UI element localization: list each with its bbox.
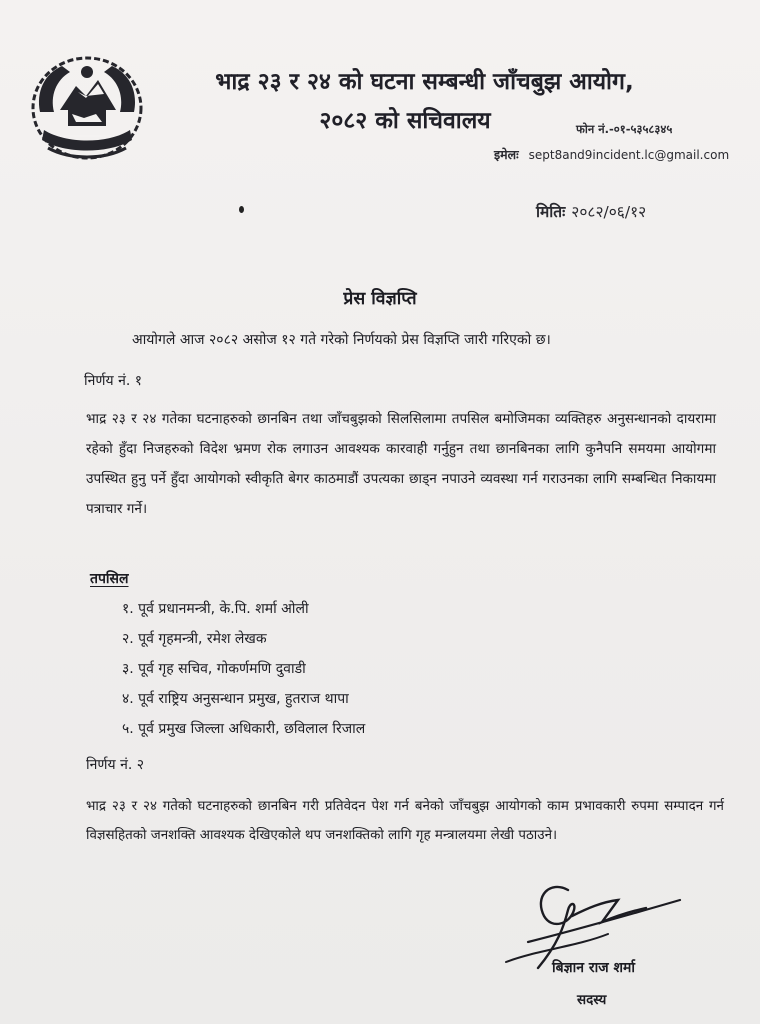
list-item: १. पूर्व प्रधानमन्त्री, के.पि. शर्मा ओली bbox=[122, 601, 309, 617]
email-line bbox=[494, 146, 729, 163]
list-item: २. पूर्व गृहमन्त्री, रमेश लेखक bbox=[122, 631, 267, 647]
signatory-name: बिज्ञान राज शर्मा bbox=[552, 960, 635, 976]
secretariat-title: २०८२ को सचिवालय bbox=[319, 108, 491, 134]
nepal-emblem-logo bbox=[26, 52, 148, 164]
date-value: २०८२/०६/१२ bbox=[571, 203, 647, 221]
intro-text: आयोगले आज २०८२ असोज १२ गते गरेको निर्णयको प्रेस विज्ञप्ति जारी गरिएको छ। bbox=[132, 332, 551, 348]
commission-title: भाद्र २३ र २४ को घटना सम्बन्धी जाँचबुझ आयोग, bbox=[215, 69, 634, 95]
list-item: ३. पूर्व गृह सचिव, गोकर्णमणि दुवाडी bbox=[122, 661, 306, 677]
list-item: ५. पूर्व प्रमुख जिल्ला अधिकारी, छविलाल रिजाल bbox=[122, 721, 366, 737]
list-item: ४. पूर्व राष्ट्रिय अनुसन्धान प्रमुख, हुतराज थापा bbox=[122, 691, 349, 707]
date-line bbox=[536, 200, 646, 222]
date-label: मितिः bbox=[536, 203, 566, 221]
phone-number: फोन नं.-०१-५३५८३४५ bbox=[576, 122, 673, 136]
decision-2-text: भाद्र २३ र २४ गतेको घटनाहरुको छानबिन गरी प्रतिवेदन पेश गर्न बनेको जाँचबुझ आयोगको काम प्रभावकारी रुपमा सम्पादन गर्न विज्ञसहितको जनशक्ति आवश्यक देखिएकोले थप जनशक्तिको लागि गृह मन्त्रालयमा लेखी पठाउने। bbox=[86, 799, 724, 843]
email-address[interactable]: sept8and9incident.lc@gmail.com bbox=[528, 148, 730, 162]
decision-2-label: निर्णय नं. २ bbox=[86, 757, 145, 773]
email-label: इमेलः bbox=[494, 147, 519, 162]
handwritten-signature bbox=[498, 872, 688, 972]
annex-heading: तपसिल bbox=[90, 571, 129, 587]
decision-1-text: भाद्र २३ र २४ गतेका घटनाहरुको छानबिन तथा जाँचबुझको सिलसिलामा तपसिल बमोजिमका व्यक्तिहरु अनुसन्धानको दायरामा रहेको हुँदा निजहरुको विदेश भ्रमण रोक लगाउन आवश्यक कारवाही गर्नुहुन तथा छानबिनका लागि कुनैपनि समयमा आयोगमा उपस्थित हुनु पर्ने हुँदा आयोगको स्वीकृति बेगर काठमाडौं उपत्यका छाड्न नपाउने व्यवस्था गर्न गराउनका लागि सम्बन्धित निकायमा पत्राचार गर्ने। bbox=[86, 411, 716, 517]
ink-dot bbox=[239, 206, 244, 213]
decision-1-label: निर्णय नं. १ bbox=[84, 373, 143, 389]
press-release-heading: प्रेस विज्ञप्ति bbox=[343, 289, 417, 309]
annex-list bbox=[122, 594, 365, 744]
signatory-role: सदस्य bbox=[577, 992, 607, 1008]
